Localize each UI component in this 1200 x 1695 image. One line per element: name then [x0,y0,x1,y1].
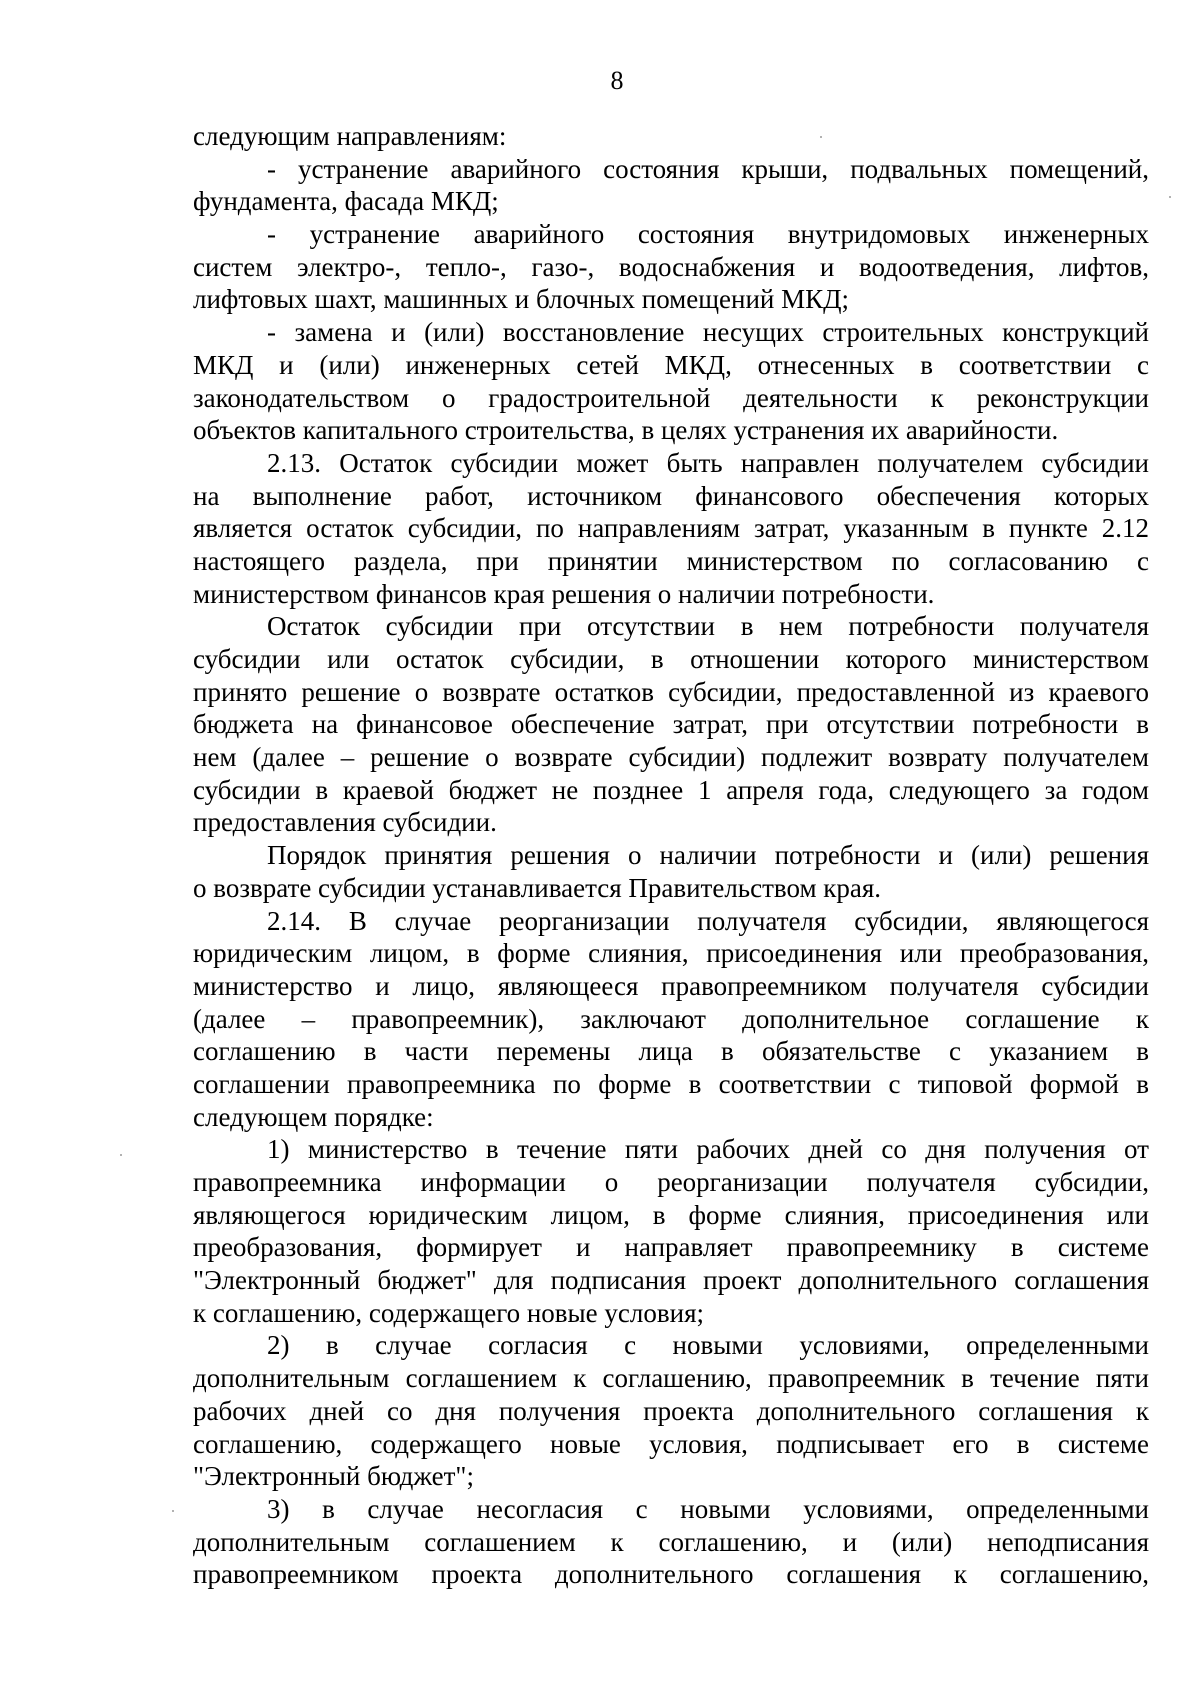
text-line: рабочих дней со дня получения проекта дополнительного соглашения к [193,1395,1149,1426]
text-line: - устранение аварийного состояния внутридомовых инженерных [267,219,1149,250]
scan-speck [1169,196,1171,198]
text-line: настоящего раздела, при принятии министерством по согласованию с [193,545,1149,576]
text-line: бюджета на финансовое обеспечение затрат, при отсутствии потребности в [193,709,1149,740]
text-line: 1) министерство в течение пяти рабочих дней со дня получения от [267,1134,1149,1165]
text-line: предоставления субсидии. [193,807,497,838]
text-line: Порядок принятия решения о наличии потребности и (или) решения [267,840,1149,871]
text-line: объектов капитального строительства, в целях устранения их аварийности. [193,415,1059,446]
text-line: на выполнение работ, источником финансового обеспечения которых [193,480,1149,511]
scan-speck [820,136,822,138]
text-line: Остаток субсидии при отсутствии в нем потребности получателя [267,611,1149,642]
text-line: систем электро-, тепло-, газо-, водоснабжения и водоотведения, лифтов, [193,251,1149,282]
text-line: соглашении правопреемника по форме в соответствии с типовой формой в [193,1068,1149,1099]
text-line: 3) в случае несогласия с новыми условиями, определенными [267,1493,1149,1524]
text-line: правопреемником проекта дополнительного соглашения к соглашению, [193,1559,1149,1590]
text-line: 2) в случае согласия с новыми условиями, определенными [267,1330,1149,1361]
text-line: министерство и лицо, являющееся правопреемником получателя субсидии [193,970,1149,1001]
scan-speck [120,1154,122,1156]
text-line: являющегося юридическим лицом, в форме слияния, присоединения или [193,1199,1149,1230]
text-line: фундамента, фасада МКД; [193,186,499,217]
text-line: правопреемника информации о реорганизации получателя субсидии, [193,1167,1149,1197]
text-line: министерством финансов края решения о наличии потребности. [193,578,935,609]
document-body [193,120,1149,1591]
text-line: дополнительным соглашением к соглашению, правопреемник в течение пяти [193,1363,1149,1394]
text-line: нем (далее – решение о возврате субсидии) подлежит возврату получателем [193,742,1149,773]
text-line: (далее – правопреемник), заключают дополнительное соглашение к [193,1003,1149,1034]
text-line: 2.14. В случае реорганизации получателя субсидии, являющегося [267,905,1149,936]
text-line: к соглашению, содержащего новые условия; [193,1297,704,1328]
text-line: дополнительным соглашением к соглашению, и (или) неподписания [193,1526,1149,1557]
text-line: "Электронный бюджет" для подписания проект дополнительного соглашения [193,1265,1149,1296]
text-line: соглашению в части перемены лица в обязательстве с указанием в [193,1036,1149,1067]
text-line: является остаток субсидии, по направлениям затрат, указанным в пункте 2.12 [193,513,1149,544]
text-line: "Электронный бюджет"; [193,1461,474,1492]
text-line: следующим направлениям: [193,121,507,151]
text-line: юридическим лицом, в форме слияния, присоединения или преобразования, [193,938,1149,969]
scan-speck [172,1510,174,1512]
text-line: законодательством о градостроительной деятельности к реконструкции [193,382,1149,413]
text-line: преобразования, формирует и направляет правопреемнику в системе [193,1232,1149,1263]
page-number: 8 [610,66,624,95]
text-line: соглашению, содержащего новые условия, подписывает его в системе [193,1428,1149,1459]
text-line: лифтовых шахт, машинных и блочных помещений МКД; [193,284,850,315]
text-line: МКД и (или) инженерных сетей МКД, отнесенных в соответствии с [193,349,1149,380]
text-line: 2.13. Остаток субсидии может быть направлен получателем субсидии [267,447,1149,478]
text-line: - замена и (или) восстановление несущих строительных конструкций [267,317,1149,348]
text-line: - устранение аварийного состояния крыши, подвальных помещений, [267,153,1149,184]
text-line: следующем порядке: [193,1101,434,1132]
text-line: субсидии или остаток субсидии, в отношении которого министерством [193,644,1149,674]
text-line: о возврате субсидии устанавливается Правительством края. [193,872,882,903]
text-line: принято решение о возврате остатков субсидии, предоставленной из краевого [193,676,1149,707]
text-line: субсидии в краевой бюджет не позднее 1 апреля года, следующего за годом [193,774,1149,805]
